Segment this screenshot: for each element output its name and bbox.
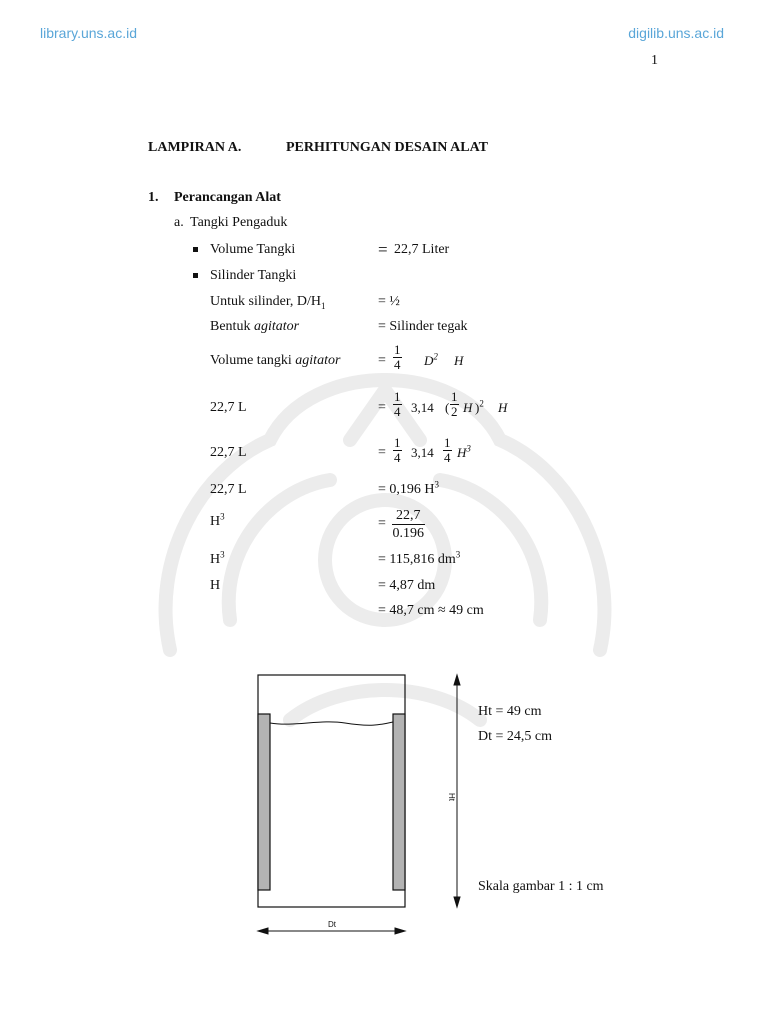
baffle-right xyxy=(393,714,405,890)
paren-close: )$^2$ xyxy=(475,398,484,415)
paren-open: ( xyxy=(445,400,450,415)
fraction-volume-over-constant: 22,7 0.196 xyxy=(392,508,424,541)
height-spec: Ht = 49 cm xyxy=(478,704,542,719)
step2-height-cubed: $H^3$ xyxy=(457,443,471,460)
step5-label: $H^3$ xyxy=(210,549,225,567)
volume-label: Volume Tangki xyxy=(210,242,296,257)
step3-value: = 0,196 $H^3$ xyxy=(378,479,440,497)
step2-label: 22,7 L xyxy=(210,445,247,460)
subsection-letter: a. xyxy=(174,215,184,230)
height-dimension-label: Ht xyxy=(447,793,456,801)
fraction-one-quarter: 1 4 xyxy=(444,435,451,465)
header-right-link[interactable]: digilib.uns.ac.id xyxy=(628,25,724,41)
tank-diagram xyxy=(250,665,465,940)
step6-value: = 4,87 dm xyxy=(378,578,436,593)
page-title: PERHITUNGAN DESAIN ALAT xyxy=(286,140,488,155)
baffle-left xyxy=(258,714,270,890)
agitator-shape-label: Bentuk agitator xyxy=(210,319,300,334)
liquid-surface xyxy=(270,722,393,725)
dh-ratio-label: Untuk silinder, $D/H_1$ xyxy=(210,294,326,311)
step1-equals: = xyxy=(378,400,386,415)
dh-ratio-value: = ½ xyxy=(378,294,400,309)
step5-value: = 115,816 $dm^3$ xyxy=(378,549,461,567)
volume-value: 22,7 Liter xyxy=(394,242,450,257)
pi-value: 3,14 xyxy=(411,445,434,460)
volume-equals: = xyxy=(378,240,388,259)
section-number: 1. xyxy=(148,190,159,205)
bullet-icon xyxy=(193,273,198,278)
formula-height: H xyxy=(454,353,464,368)
step1-label: 22,7 L xyxy=(210,400,247,415)
page-number: 1 xyxy=(651,53,658,68)
height-dimension-line xyxy=(454,675,460,907)
step3-label: 22,7 L xyxy=(210,482,247,497)
fraction-one-quarter: 1 4 xyxy=(394,389,401,419)
formula-equals: = xyxy=(378,353,386,368)
pi-value: 3,14 xyxy=(411,400,434,415)
fraction-one-half: 1 2 xyxy=(451,389,458,419)
cylinder-label: Silinder Tangki xyxy=(210,268,297,283)
final-height-value: = 48,7 cm ≈ 49 cm xyxy=(378,603,484,618)
step2-equals: = xyxy=(378,445,386,460)
step6-label: H xyxy=(210,578,221,593)
bullet-icon xyxy=(193,247,198,252)
subsection-title: Tangki Pengaduk xyxy=(190,215,288,230)
diameter-dimension-label: Dt xyxy=(328,920,336,929)
section-title: Perancangan Alat xyxy=(174,190,281,205)
formula-diameter-squared: $D^2$ xyxy=(424,351,438,368)
fraction-one-quarter: 1 4 xyxy=(394,435,401,465)
fraction-one-quarter: 1 4 xyxy=(394,342,401,372)
step4-equals: = xyxy=(378,516,386,531)
header-left-link[interactable]: library.uns.ac.id xyxy=(40,25,138,41)
tank-outline xyxy=(258,675,405,907)
appendix-label: LAMPIRAN A. xyxy=(148,140,242,155)
step1-height-2: H xyxy=(498,400,508,415)
diameter-spec: Dt = 24,5 cm xyxy=(478,729,552,744)
step4-label: $H^3$ xyxy=(210,511,225,529)
agitator-shape-value: = Silinder tegak xyxy=(378,319,468,334)
agitator-volume-label: Volume tangki agitator xyxy=(210,353,341,368)
step1-height: H xyxy=(463,400,473,415)
scale-note: Skala gambar 1 : 1 cm xyxy=(478,879,604,894)
